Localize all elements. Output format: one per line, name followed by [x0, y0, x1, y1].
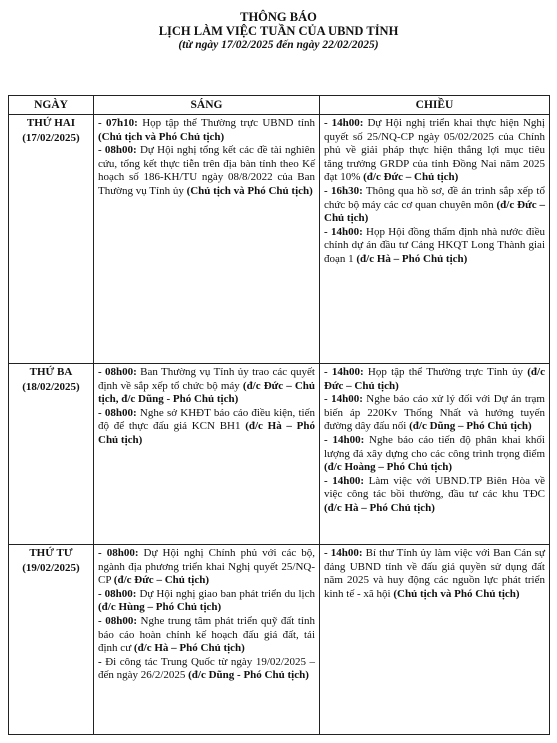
entry-time: - 16h30:	[324, 184, 363, 197]
table-row	[9, 115, 550, 364]
entry-text: Đi công tác Trung Quốc từ ngày 19/02/2025 – đến ngày 26/2/2025	[98, 655, 315, 682]
day-name: THỨ HAI	[26, 117, 76, 129]
entry-time: - 14h00:	[324, 474, 365, 487]
entry-text: Bí thư Tỉnh ủy làm việc với Ban Cán sự đảng UBND tỉnh về đấu giá quyền sử dụng đất năm 2025 và huy động các nguồn lực phát triển kinh tế - xã hội	[324, 547, 545, 600]
schedule-entry	[324, 434, 545, 475]
entry-time: - 08h00:	[98, 587, 137, 600]
entry-assignee: (đ/c Đức – Chủ tịch)	[363, 171, 459, 184]
schedule-entry	[98, 615, 315, 656]
entry-text: Thông qua hồ sơ, đề án trình sắp xếp tổ chức bộ máy các cơ quan chuyên môn	[324, 184, 545, 211]
entry-assignee: (đ/c Hà – Phó Chủ tịch)	[356, 252, 468, 265]
entry-assignee: (đ/c Đức – Chủ tịch)	[324, 198, 545, 225]
schedule-entry	[324, 366, 545, 393]
entry-assignee: (đ/c Hùng – Phó Chủ tịch)	[98, 601, 222, 614]
schedule-entry	[98, 144, 315, 198]
entry-time: - 14h00:	[324, 366, 364, 378]
day-name: THỨ TƯ	[29, 547, 73, 559]
column-header-day: NGÀY	[9, 96, 94, 115]
entry-text: Dự Hội nghị giao ban phát triển du lịch	[136, 587, 315, 600]
entry-assignee: (đ/c Dũng - Phó Chủ tịch)	[188, 669, 309, 682]
day-date: (17/02/2025)	[22, 132, 80, 144]
afternoon-cell	[320, 115, 550, 364]
schedule-entry	[324, 185, 545, 226]
entry-time: - 14h00:	[324, 117, 364, 129]
entry-time: - 08h00:	[98, 144, 137, 157]
table-header-row	[9, 96, 550, 115]
entry-text: Họp tập thể Thường trực Tỉnh ủy	[363, 366, 528, 378]
entry-text: Ban Thường vụ Tỉnh ủy trao các quyết định về sắp xếp tổ chức bộ máy	[98, 366, 315, 392]
day-date: (19/02/2025)	[22, 562, 80, 574]
morning-cell	[94, 545, 320, 735]
notice-header	[0, 10, 557, 52]
schedule-entry	[324, 475, 545, 516]
entry-text: Dự Hội nghị tổng kết các đề tài nghiên cứu, tổng kết thực tiễn trên địa bàn tỉnh theo Kế hoạch số 186-KH/TU ngày 08/8/2022 của Ban Thường vụ Tỉnh ủy	[98, 144, 316, 197]
entry-time: - 08h00:	[98, 406, 137, 419]
entry-text: Dự Hội nghị triển khai thực hiện Nghị quyết số 25/NQ-CP ngày 05/02/2025 của Chính phủ về giải pháp thực hiện thắng lợi mục tiêu tăng trưởng GRDP của tỉnh Đồng Nai năm 2025 đạt 10%	[324, 117, 545, 184]
notice-subtitle: LỊCH LÀM VIỆC TUẦN CỦA UBND TỈNH	[158, 24, 399, 38]
entry-assignee: (đ/c Đức – Chủ tịch)	[113, 574, 210, 587]
morning-cell	[94, 115, 320, 364]
entry-assignee: (đ/c Hà – Phó Chủ tịch)	[324, 501, 435, 514]
entry-assignee: (đ/c Hà – Phó Chủ tịch)	[98, 420, 315, 446]
notice-title: THÔNG BÁO	[240, 10, 317, 24]
entry-time: - 14h00:	[324, 225, 363, 238]
column-header-morning: SÁNG	[94, 96, 320, 115]
entry-assignee: (đ/c Hoàng – Phó Chủ tịch)	[324, 461, 453, 474]
entry-text: Nghe trung tâm phát triển quỹ đất tỉnh báo cáo hoàn chỉnh kế hoạch đấu giá đất, tái định cư	[98, 614, 315, 655]
table-row	[9, 364, 550, 545]
entry-text: Họp tập thể Thường trực UBND tỉnh	[137, 117, 316, 129]
entry-text: Dự Hội nghị Chính phủ với các bộ, ngành địa phương triển khai Nghị quyết 25/NQ-CP	[98, 547, 315, 587]
notice-period: (từ ngày 17/02/2025 đến ngày 22/02/2025)	[178, 39, 379, 51]
column-header-afternoon: CHIỀU	[320, 96, 550, 115]
entry-assignee: (Chủ tịch và Phó Chủ tịch)	[98, 130, 225, 143]
entry-assignee: (đ/c Đức – Chủ tịch)	[324, 366, 545, 392]
entry-text: Họp Hội đồng thẩm định nhà nước điều chỉnh dự án đầu tư Cảng HKQT Long Thành giai đoạn 1	[324, 225, 545, 265]
day-cell	[9, 364, 94, 545]
entry-time: - 14h00:	[324, 393, 363, 406]
schedule-body	[9, 115, 550, 735]
entry-text: Nghe báo cáo tiến độ phân khai khối lượng đá xây dựng cho các công trình trọng điểm	[324, 433, 545, 460]
schedule-entry	[98, 117, 315, 144]
schedule-entry	[324, 226, 545, 267]
day-cell	[9, 115, 94, 364]
schedule-entry	[324, 117, 545, 185]
entry-assignee: (đ/c Hà – Phó Chủ tịch)	[133, 642, 245, 655]
entry-time: - 14h00:	[324, 433, 365, 446]
day-name: THỨ BA	[29, 366, 73, 378]
afternoon-cell	[320, 364, 550, 545]
day-date: (18/02/2025)	[22, 381, 80, 393]
entry-time: - 08h00:	[98, 547, 139, 559]
entry-text: Làm việc với UBND.TP Biên Hòa về việc công tác bồi thường, đầu tư các khu TĐC	[324, 474, 545, 501]
day-cell	[9, 545, 94, 735]
entry-text: Nghe sở KHĐT báo cáo điều kiện, tiến độ để thực đấu giá KCN BH1	[98, 406, 315, 433]
entry-assignee: (Chủ tịch và Phó Chủ tịch)	[186, 184, 313, 197]
entry-assignee: (đ/c Dũng – Phó Chủ tịch)	[409, 420, 532, 433]
schedule-entry	[324, 547, 545, 601]
schedule-entry	[98, 366, 315, 407]
entry-text: Nghe báo cáo xử lý đối với Dự án trạm biến áp 220Kv Thống Nhất và hướng tuyến đường dây đấu nối	[324, 393, 545, 433]
entry-assignee: (đ/c Đức – Chủ tịch, đ/c Dũng - Phó Chủ tịch)	[98, 379, 315, 406]
morning-cell	[94, 364, 320, 545]
entry-time: - 07h10:	[98, 117, 138, 129]
schedule-entry	[98, 588, 315, 615]
schedule-entry	[324, 393, 545, 434]
entry-assignee: (Chủ tịch và Phó Chủ tịch)	[393, 587, 520, 600]
entry-time: - 08h00:	[98, 366, 137, 378]
table-row	[9, 545, 550, 735]
afternoon-cell	[320, 545, 550, 735]
schedule-table	[8, 95, 550, 735]
schedule-entry	[98, 407, 315, 448]
schedule-entry	[98, 547, 315, 588]
entry-time: -	[98, 655, 102, 668]
schedule-entry	[98, 656, 315, 683]
entry-time: - 08h00:	[98, 614, 137, 627]
entry-time: - 14h00:	[324, 547, 363, 559]
